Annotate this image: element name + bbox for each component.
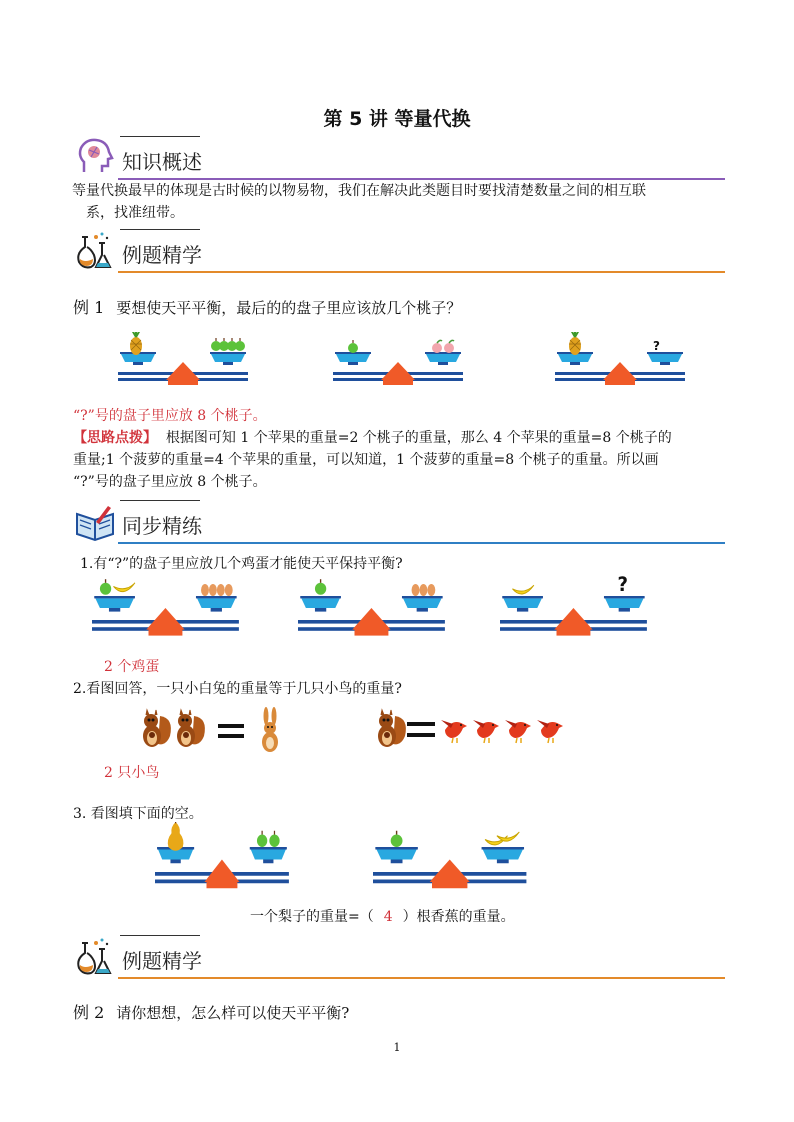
section-divider bbox=[118, 977, 725, 979]
question-mark: ? bbox=[617, 574, 629, 597]
egg-icon bbox=[427, 584, 435, 596]
section-topline bbox=[120, 500, 200, 501]
bird-icon bbox=[537, 720, 563, 743]
lab-flask-icon bbox=[74, 229, 116, 271]
apple-icon bbox=[235, 338, 245, 351]
bird-icon bbox=[505, 720, 531, 743]
bird-icon bbox=[473, 720, 499, 743]
brain-icon bbox=[74, 136, 116, 178]
squirrel-icon bbox=[378, 710, 406, 747]
practice3-fill bbox=[250, 906, 515, 928]
overview-line-2: 系，找准纽带。 bbox=[86, 205, 184, 221]
balance-scale bbox=[373, 847, 526, 888]
banana-icon bbox=[512, 585, 533, 594]
hint-line-3: “?”号的盘子里应放 8 个桃子。 bbox=[73, 474, 267, 490]
rabbit-icon bbox=[262, 707, 278, 752]
squirrel-icon bbox=[143, 710, 171, 747]
apple-icon bbox=[269, 831, 279, 847]
scale-apple-vs-bananas bbox=[373, 822, 528, 892]
scale-pineapple-vs-apples bbox=[118, 332, 248, 392]
balance-scale bbox=[155, 847, 289, 888]
squirrel-equal-birds bbox=[365, 700, 575, 758]
apple-icon bbox=[315, 579, 326, 595]
section-header-practice bbox=[70, 500, 725, 544]
hint-line-1: 根据图可知 1 个苹果的重量=2 个桃子的重量，那么 4 个苹果的重量=8 个桃子的 bbox=[165, 430, 672, 446]
example-label: 例 1 bbox=[73, 298, 105, 317]
fill-text-before: 一个梨子的重量=（ bbox=[250, 909, 374, 925]
egg-icon bbox=[201, 584, 209, 596]
hint-label: 【思路点拨】 bbox=[73, 430, 157, 446]
section-title: 例题精学 bbox=[122, 949, 202, 973]
fill-answer: 4 bbox=[383, 909, 393, 925]
apple-icon bbox=[257, 831, 267, 847]
section-title: 知识概述 bbox=[122, 150, 202, 174]
practice2-answer: 2 只小鸟 bbox=[104, 765, 160, 781]
scale-apple-vs-eggs bbox=[298, 572, 448, 642]
lab-flask-icon bbox=[74, 935, 116, 977]
practice1-answer: 2 个鸡蛋 bbox=[104, 659, 160, 675]
scale-apple-banana-vs-eggs bbox=[92, 572, 242, 642]
squirrel-icon bbox=[177, 710, 205, 747]
fill-text-after: ）根香蕉的重量。 bbox=[402, 909, 515, 925]
egg-icon bbox=[419, 584, 427, 596]
peach-icon bbox=[444, 340, 454, 353]
apple-icon bbox=[100, 579, 111, 595]
apple-icon bbox=[391, 831, 403, 847]
example1-hint bbox=[73, 427, 725, 493]
hint-line-2: 重量;1 个菠萝的重量=4 个苹果的重量，可以知道，1 个菠萝的重量=8 个桃子的重量。所以画 bbox=[73, 452, 659, 468]
example2-question bbox=[73, 1000, 349, 1023]
practice2-question: 2.看图回答，一只小白兔的重量等于几只小鸟的重量? bbox=[73, 681, 402, 697]
pineapple-icon bbox=[569, 332, 581, 355]
section-header-overview bbox=[70, 136, 725, 180]
page-number: 1 bbox=[393, 1041, 401, 1054]
scale-banana-vs-unknown bbox=[500, 572, 650, 642]
scale-pineapple-vs-unknown bbox=[555, 332, 685, 392]
section-topline bbox=[120, 229, 200, 230]
section-topline bbox=[120, 136, 200, 137]
example1-question bbox=[73, 295, 461, 318]
scale-apple-vs-peaches bbox=[333, 332, 463, 392]
peach-icon bbox=[432, 340, 442, 353]
banana-icon bbox=[113, 583, 134, 592]
overview-text bbox=[72, 180, 728, 224]
practice1-question: 1.有“?”的盘子里应放几个鸡蛋才能使天平保持平衡? bbox=[80, 556, 403, 572]
overview-line-1: 等量代换最早的体现是古时候的以物易物，我们在解决此类题目时要找清楚数量之间的相互联 bbox=[72, 183, 646, 199]
pear-icon bbox=[168, 822, 184, 851]
section-header-example-b bbox=[70, 935, 725, 979]
question-text: 要想使天平平衡，最后的的盘子里应该放几个桃子？ bbox=[116, 299, 462, 317]
page-title: 第 5 讲 等量代换 bbox=[323, 108, 471, 130]
squirrels-equal-rabbit bbox=[128, 700, 298, 758]
balance-scale bbox=[500, 596, 647, 636]
scale-pear-vs-apples bbox=[155, 822, 290, 892]
apple-icon bbox=[348, 340, 358, 353]
equals-icon bbox=[218, 724, 244, 728]
section-divider bbox=[118, 271, 725, 273]
egg-icon bbox=[209, 584, 217, 596]
bird-icon bbox=[441, 720, 467, 743]
section-topline bbox=[120, 935, 200, 936]
question-mark: ? bbox=[653, 339, 660, 353]
section-title: 例题精学 bbox=[122, 243, 202, 267]
egg-icon bbox=[217, 584, 225, 596]
banana-icon bbox=[497, 832, 519, 841]
balance-scale bbox=[298, 596, 445, 636]
balance-scale bbox=[92, 596, 239, 636]
question-text: 请你想想，怎么样可以使天平平衡? bbox=[116, 1004, 350, 1022]
balance-scale bbox=[118, 352, 248, 385]
egg-icon bbox=[412, 584, 420, 596]
pineapple-icon bbox=[130, 332, 142, 355]
balance-scale bbox=[555, 352, 685, 385]
egg-icon bbox=[225, 584, 233, 596]
example1-answer: “?”号的盘子里应放 8 个桃子。 bbox=[73, 408, 267, 424]
book-pen-icon bbox=[74, 500, 116, 542]
section-divider bbox=[118, 542, 725, 544]
example-label: 例 2 bbox=[73, 1003, 105, 1022]
practice3-question: 3. 看图填下面的空。 bbox=[73, 806, 203, 822]
equals-icon bbox=[407, 722, 435, 726]
section-title: 同步精练 bbox=[122, 514, 202, 538]
section-header-example-a bbox=[70, 229, 725, 273]
balance-scale bbox=[333, 352, 463, 385]
